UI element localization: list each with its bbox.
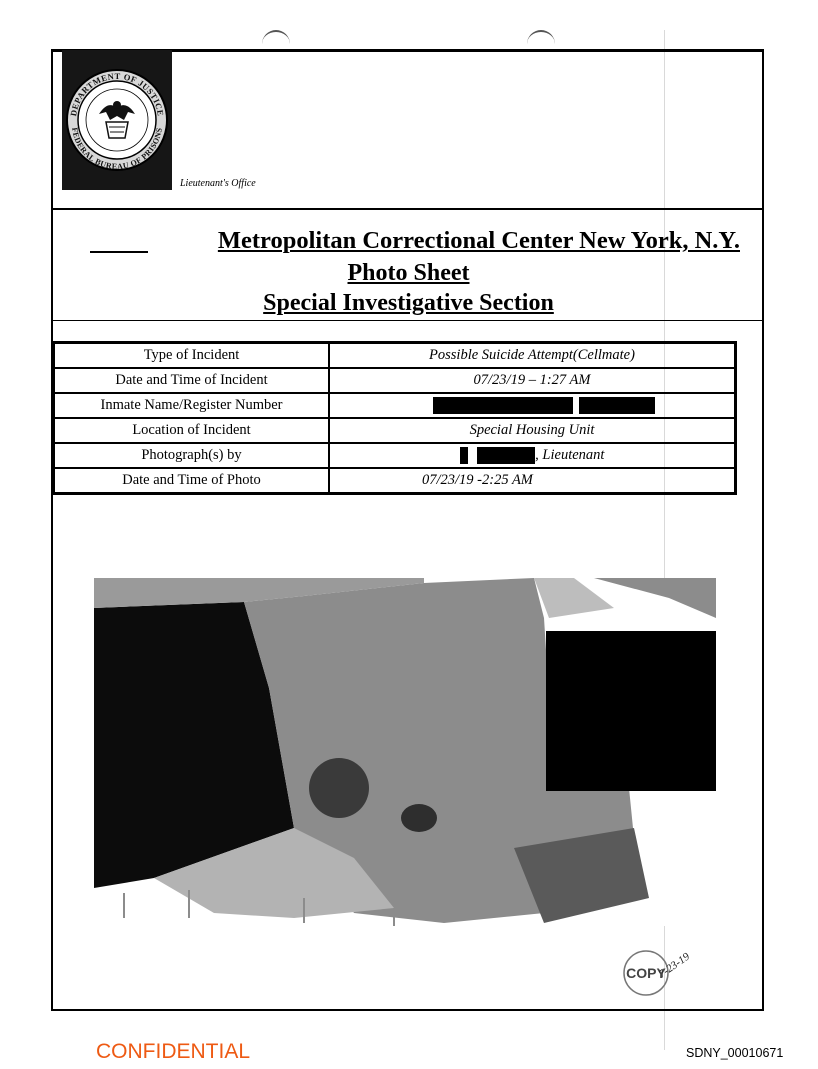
punch-hole-left	[262, 30, 290, 44]
row-label: Photograph(s) by	[54, 443, 329, 468]
copy-stamp-text: COPY	[626, 965, 666, 981]
office-label: Lieutenant's Office	[180, 178, 256, 189]
row-value: 07/23/19 – 1:27 AM	[329, 368, 735, 393]
redaction-block	[460, 447, 468, 464]
table-row	[54, 418, 735, 443]
bop-seal-logo	[62, 50, 172, 190]
redaction-block	[579, 397, 655, 414]
table-row	[54, 468, 735, 493]
seal-ring-top-text: DEPARTMENT OF JUSTICE	[68, 70, 166, 117]
photo-redaction	[546, 631, 716, 791]
table-row	[54, 368, 735, 393]
row-label: Type of Incident	[54, 343, 329, 368]
row-label: Inmate Name/Register Number	[54, 393, 329, 418]
copy-stamp	[620, 948, 690, 998]
title-divider	[53, 320, 764, 321]
sheet-title: Photo Sheet	[347, 260, 470, 286]
section-title: Special Investigative Section	[263, 290, 554, 316]
redaction-block	[477, 447, 535, 464]
table-row	[54, 343, 735, 368]
row-value: 07/23/19 -2:25 AM	[329, 468, 735, 493]
handwritten-date: 7-23-19	[656, 950, 690, 981]
row-value-partial	[329, 443, 735, 468]
incident-info-table	[52, 341, 737, 495]
photographer-title: , Lieutenant	[535, 446, 605, 463]
row-value: Special Housing Unit	[329, 418, 735, 443]
row-label: Date and Time of Incident	[54, 368, 329, 393]
row-value-redacted	[329, 393, 735, 418]
header-divider	[53, 208, 764, 210]
table-row	[54, 443, 735, 468]
facility-title: Metropolitan Correctional Center New York, N.Y.	[217, 227, 740, 254]
confidential-label: CONFIDENTIAL	[96, 1040, 251, 1063]
bates-number: SDNY_00010671	[686, 1046, 784, 1060]
row-value: Possible Suicide Attempt(Cellmate)	[329, 343, 735, 368]
incident-photo	[94, 578, 716, 926]
redaction-block	[433, 397, 573, 414]
table-row	[54, 393, 735, 418]
row-label: Location of Incident	[54, 418, 329, 443]
seal-ring-bottom-text: FEDERAL BUREAU OF PRISONS	[70, 126, 164, 172]
punch-hole-right	[527, 30, 555, 44]
row-label: Date and Time of Photo	[54, 468, 329, 493]
